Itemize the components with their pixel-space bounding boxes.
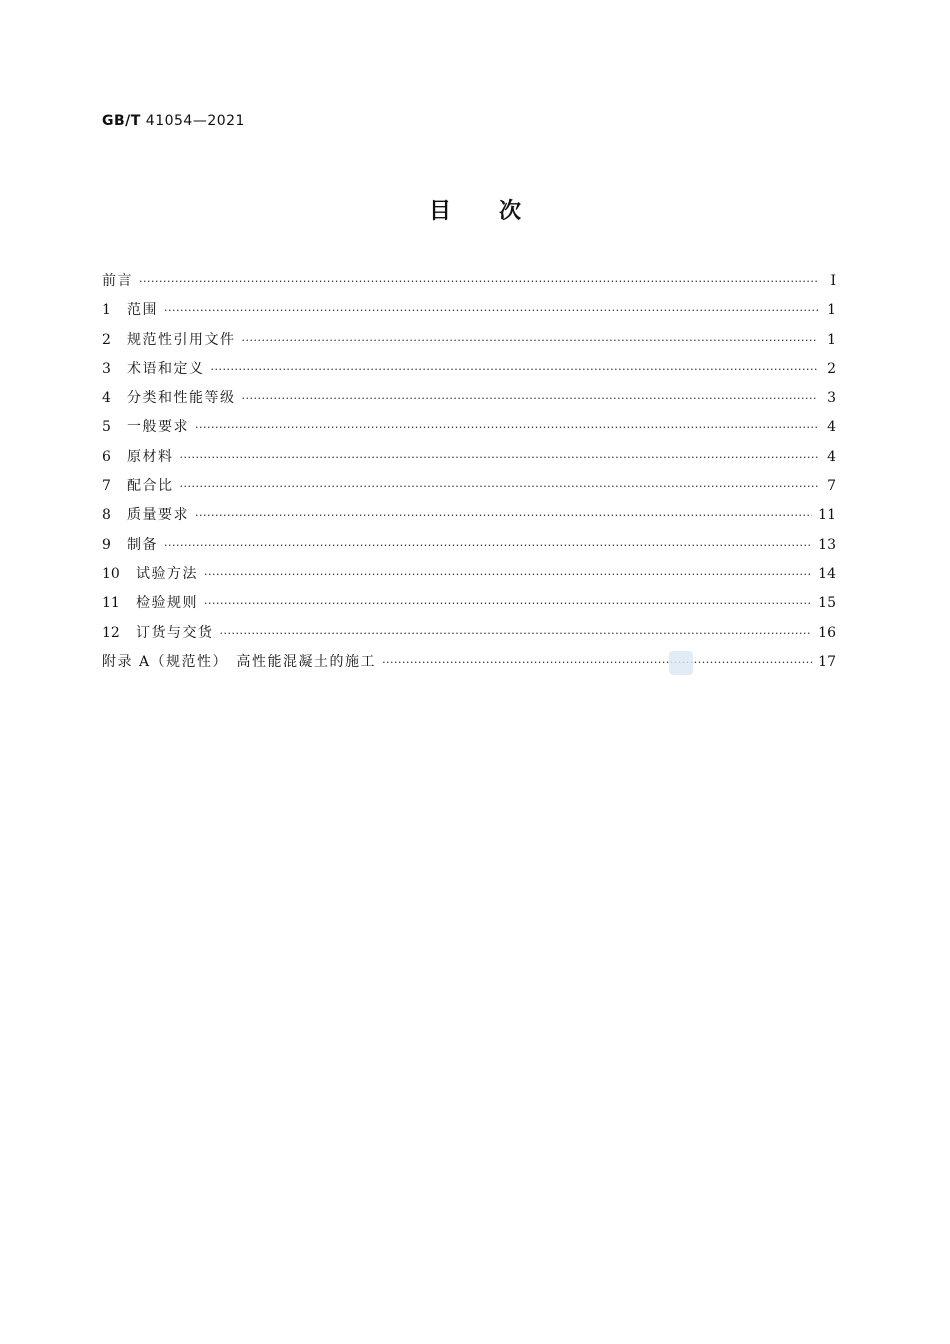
toc-entry-label: 检验规则 [136,595,198,612]
toc-entry-label: 术语和定义 [127,360,205,377]
page-title: 目次 [428,199,569,224]
toc-dot-leader [220,627,813,640]
toc-entry-page: 1 [827,302,836,319]
toc-entry-number: 7 [102,478,111,495]
toc-entry[interactable] [102,416,836,445]
toc-dot-leader [204,568,812,581]
toc-entry-page: 3 [827,390,836,407]
toc-entry-page: 15 [818,595,836,612]
toc-entry[interactable] [102,329,836,358]
toc-entry[interactable] [102,270,836,299]
toc-dot-leader [164,539,812,552]
toc-entry-page: 2 [827,360,836,377]
standard-prefix: GB/T [102,113,141,129]
toc-entry-page: 16 [818,624,836,641]
toc-entry-page: 13 [818,536,836,553]
toc-entry-label: 质量要求 [127,507,189,524]
table-of-contents [102,270,836,680]
toc-entry-number: 11 [102,595,120,612]
toc-entry-label: 一般要求 [127,419,189,436]
toc-entry-label: 前言 [102,273,133,289]
toc-dot-leader [242,392,819,405]
toc-entry-number: 5 [102,419,111,436]
toc-dot-leader [164,304,818,317]
toc-entry-page: Ⅰ [830,273,836,289]
toc-entry-label: 规范性引用文件 [127,331,236,348]
toc-entry-label: 试验方法 [136,565,198,582]
toc-entry[interactable] [102,358,836,387]
toc-entry[interactable] [102,534,836,563]
toc-entry-label: 订货与交货 [136,624,214,641]
toc-entry-number: 8 [102,507,111,524]
toc-entry-page: 4 [827,419,836,436]
toc-entry-number: 6 [102,448,111,465]
toc-entry-page: 7 [827,478,836,495]
toc-entry[interactable] [102,651,836,680]
toc-dot-leader [382,656,812,669]
watermark-icon [669,651,693,675]
toc-entry-number: 1 [102,302,111,319]
toc-dot-leader [242,334,819,347]
toc-entry[interactable] [102,387,836,416]
toc-entry-label: 分类和性能等级 [127,390,236,407]
toc-entry[interactable] [102,622,836,651]
standard-number: 41054—2021 [145,113,245,129]
toc-entry[interactable] [102,446,836,475]
toc-entry-page: 17 [818,653,836,670]
toc-dot-leader [211,363,819,376]
toc-entry-label: 原材料 [127,448,174,465]
toc-dot-leader [180,480,819,493]
toc-dot-leader [204,597,812,610]
toc-dot-leader [195,421,818,434]
standard-code [102,113,245,129]
toc-entry[interactable] [102,299,836,328]
toc-entry-label: 配合比 [127,478,174,495]
toc-entry-number: 4 [102,390,111,407]
toc-entry-number: 2 [102,331,111,348]
toc-entry[interactable] [102,563,836,592]
toc-entry-number: 10 [102,565,120,582]
toc-entry-number: 12 [102,624,120,641]
toc-entry-page: 1 [827,331,836,348]
toc-entry-page: 11 [818,507,836,524]
toc-entry-label: 制备 [127,536,158,553]
toc-entry-label: 附录 A（规范性） 高性能混凝土的施工 [102,653,377,670]
toc-entry-number: 3 [102,360,111,377]
toc-entry[interactable] [102,475,836,504]
toc-dot-leader [180,451,819,464]
toc-dot-leader [195,509,812,522]
toc-dot-leader [139,275,818,288]
toc-entry-number: 9 [102,536,111,553]
toc-entry-page: 14 [818,565,836,582]
toc-entry-page: 4 [827,448,836,465]
toc-entry[interactable] [102,592,836,621]
toc-entry[interactable] [102,504,836,533]
toc-entry-label: 范围 [127,302,158,319]
